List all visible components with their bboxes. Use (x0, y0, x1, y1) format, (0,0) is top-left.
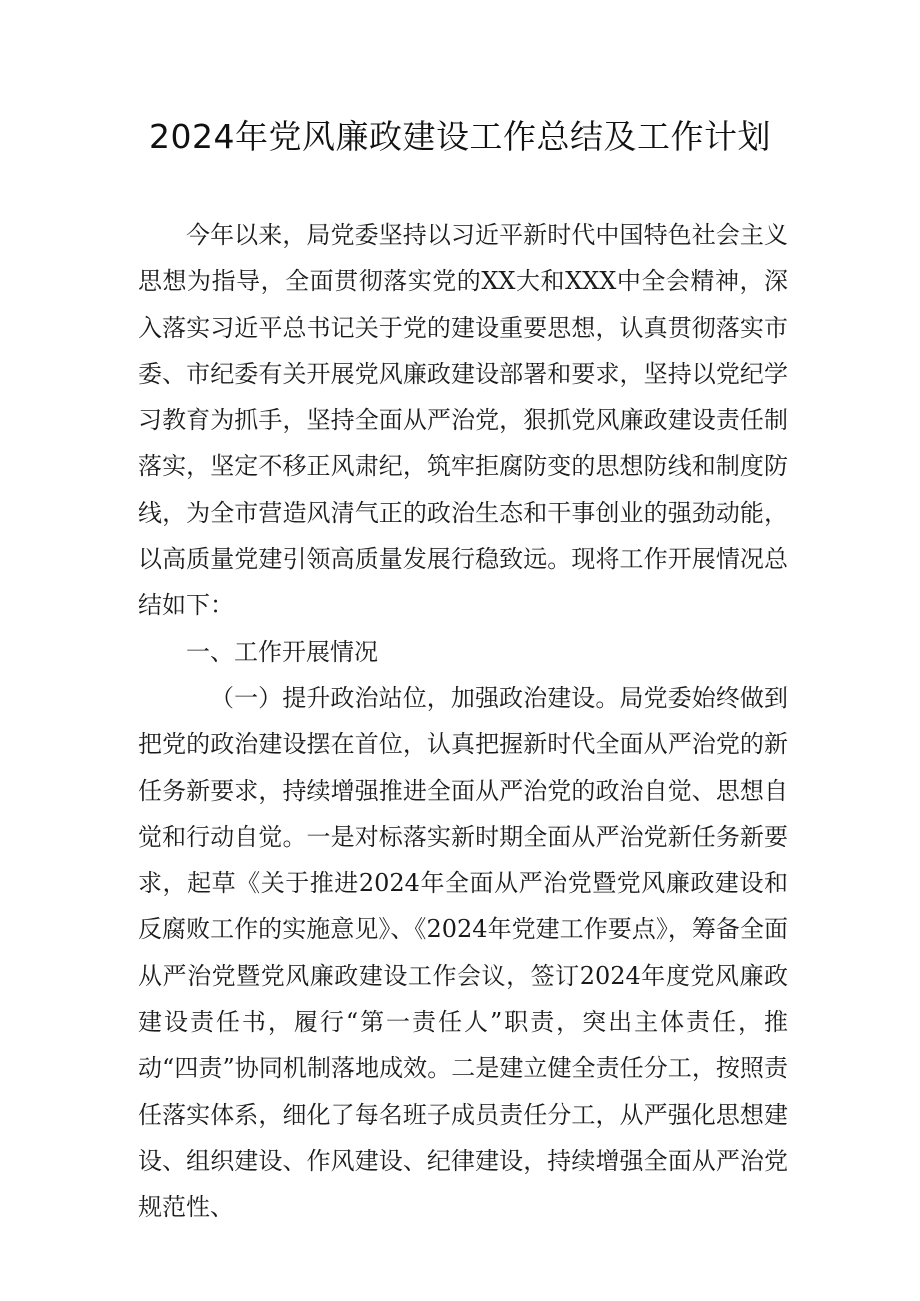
subsection-paragraph: （一）提升政治站位，加强政治建设。局党委始终做到把党的政治建设摆在首位，认真把握新时代全面从严治党的新任务新要求，持续增强推进全面从严治党的政治自觉、思想自觉和行动自觉。一是对标落实新时期全面从严治党新任务新要求，起草《关于推进2024年全面从严治党暨党风廉政建设和反腐败工作的实施意见》、《2024年党建工作要点》，筹备全面从严治党暨党风廉政建设工作会议，签订2024年度党风廉政建设责任书，履行“第一责任人”职责，突出主体责任，推动“四责”协同机制落地成效。二是建立健全责任分工，按照责任落实体系，细化了每名班子成员责任分工，从严强化思想建设、组织建设、作风建设、纪律建设，持续增强全面从严治党规范性、 (138, 683, 788, 1222)
intro-paragraph: 今年以来，局党委坚持以习近平新时代中国特色社会主义思想为指导，全面贯彻落实党的XX大和XXX中全会精神，深入落实习近平总书记关于党的建设重要思想，认真贯彻落实市委、市纪委有关开展党风廉政建设部署和要求，坚持以党纪学习教育为抓手，坚持全面从严治党，狠抓党风廉政建设责任制落实，坚定不移正风肃纪，筑牢拒腐防变的思想防线和制度防线，为全市营造风清气正的政治生态和干事创业的强劲动能，以高质量党建引领高质量发展行稳致远。现将工作开展情况总结如下： (138, 221, 788, 620)
section-heading: 一、工作开展情况 (186, 637, 378, 666)
document-body (138, 212, 788, 1231)
document-title: 2024年党风廉政建设工作总结及工作计划 (149, 117, 771, 156)
